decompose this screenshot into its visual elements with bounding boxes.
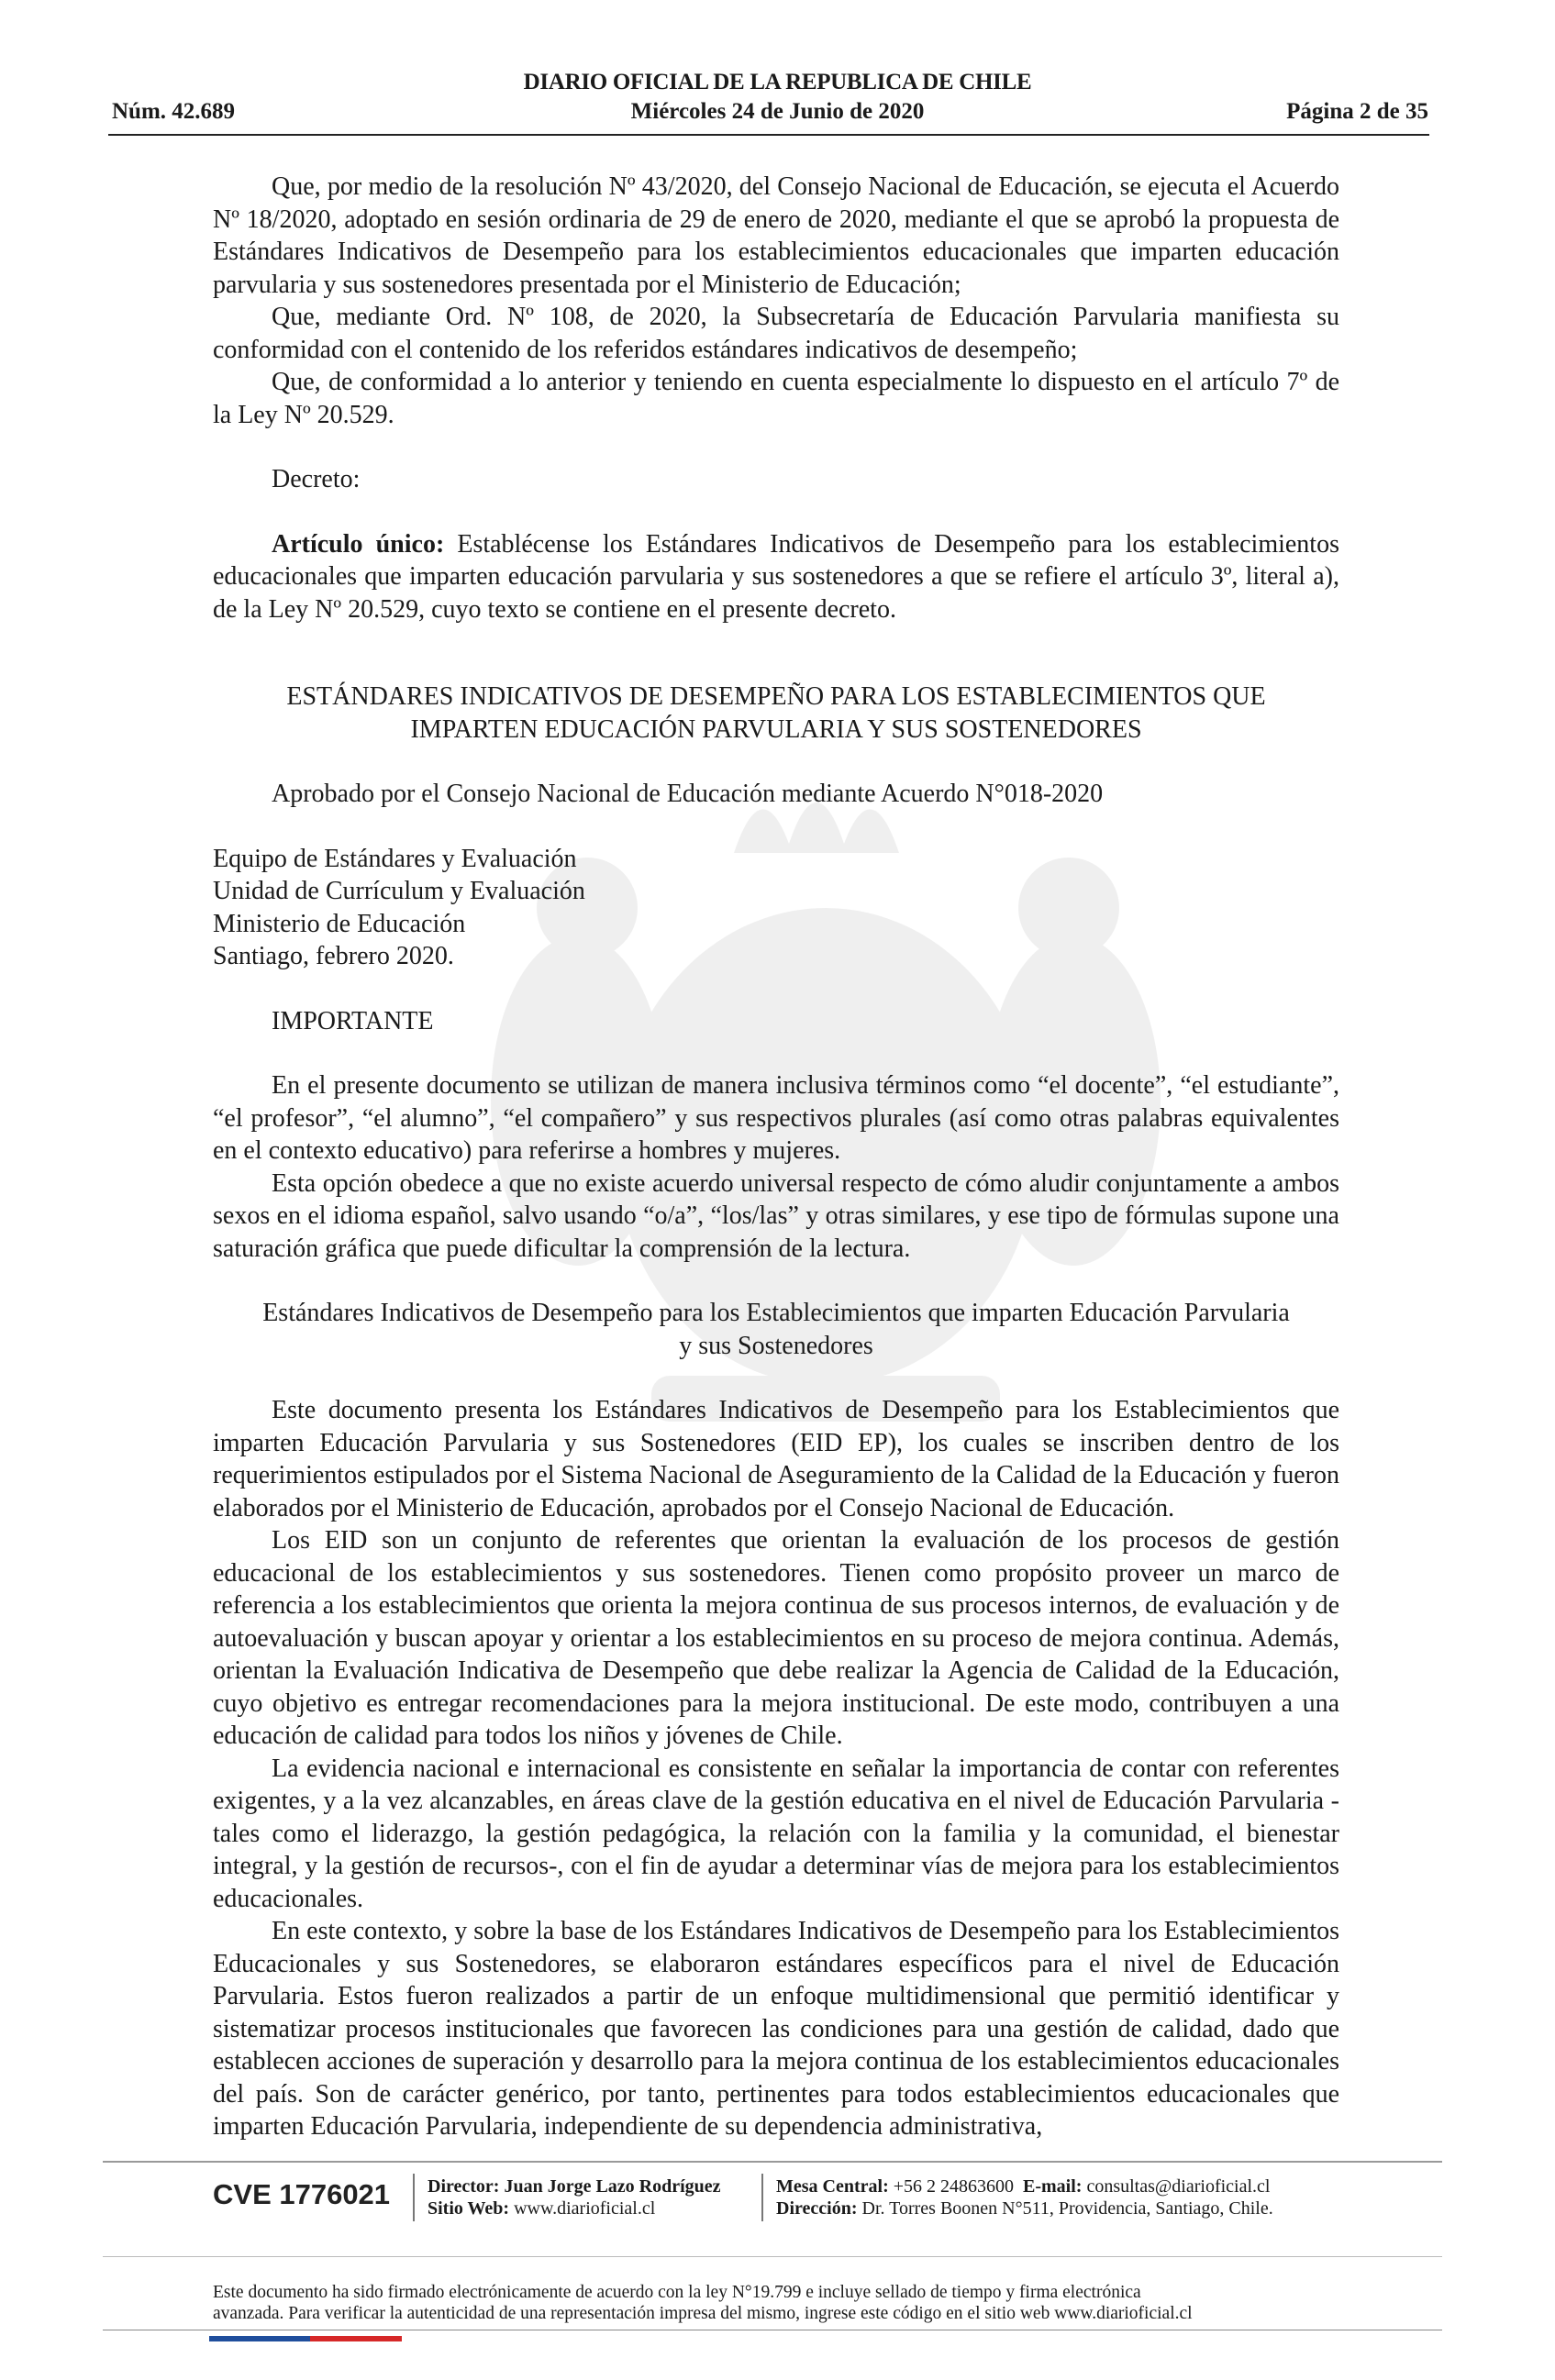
cve-code: CVE 1776021 [213, 2178, 391, 2210]
articulo-unico [213, 528, 1339, 626]
importante-heading: IMPORTANTE [272, 1006, 434, 1035]
sitio-value[interactable]: www.diarioficial.cl [514, 2198, 656, 2219]
issue-date: Miércoles 24 de Junio de 2020 [630, 99, 925, 124]
flag-stripe-red [310, 2336, 402, 2341]
issue-number: Núm. 42.689 [112, 99, 236, 124]
paragraph-evidencia: La evidencia nacional e internacional es consistente en señalar la importancia de contar con referentes exigentes, y a la vez alcanzables, en áreas clave de la gestión educativa en el nivel de Educación Parvularia -tales como el liderazgo, la gestión pedagógica, la relación con la familia y la comunidad, el bienestar integral, y la gestión de recursos-, con el fin de ayudar a determinar vías de mejora para los establecimientos educacionales. [213, 1754, 1339, 1913]
paragraph-eid: Los EID son un conjunto de referentes que orientan la evaluación de los procesos de gestión educacional de los establecimientos y sus sostenedores. Tienen como propósito proveer un marco de referencia a los establecimientos que orienta la mejora continua de sus procesos internos, de evaluación y de autoevaluación y buscan apoyar y orientar a los establecimientos en su proceso de mejora continua. Además, orientan la Evaluación Indicativa de Desempeño que debe realizar la Agencia de Calidad de la Educación, cuyo objetivo es entregar recomendaciones para la mejora institucional. De este modo, contribuyen a una educación de calidad para todos los niños y jóvenes de Chile. [213, 1526, 1339, 1750]
section-title-line-2: IMPARTEN EDUCACIÓN PARVULARIA Y SUS SOSTENEDORES [410, 714, 1142, 744]
org-line-1: Equipo de Estándares y Evaluación [213, 844, 577, 873]
director-name: Juan Jorge Lazo Rodríguez [504, 2176, 721, 2197]
paragraph-inclusivo: En el presente documento se utilizan de manera inclusiva términos como “el docente”, “el estudiante”, “el profesor”, “el alumno”, “el compañero” y sus respectivos plurales (así como otras palabras equivalentes en el contexto educativo) para referirse a hombres y mujeres. [213, 1071, 1339, 1165]
legal-notice [213, 2282, 1350, 2324]
footer-director-block [428, 2175, 721, 2219]
mesa-value: +56 2 24863600 [893, 2176, 1015, 2197]
articulo-label: Artículo único: [272, 529, 445, 559]
email-label: E-mail: [1023, 2176, 1083, 2197]
mesa-label: Mesa Central: [776, 2176, 889, 2197]
aprobado-line: Aprobado por el Consejo Nacional de Educación mediante Acuerdo N°018-2020 [272, 780, 1104, 808]
footer-separator-2 [761, 2174, 763, 2221]
footer-contact-block [776, 2175, 1273, 2219]
footer-separator-1 [413, 2174, 415, 2221]
paragraph-documento: Este documento presenta los Estándares Indicativos de Desempeño para los Establecimientos que imparten Educación Parvularia y sus Sostenedores (EID EP), los cuales se inscriben dentro de los requerimientos estipulados por el Sistema Nacional de Aseguramiento de la Calidad de la Educación y fueron elaborados por el Ministerio de Educación, aprobados por el Consejo Nacional de Educación. [213, 1396, 1339, 1522]
email-value[interactable]: consultas@diarioficial.cl [1086, 2176, 1271, 2197]
subtitle-line-1: Estándares Indicativos de Desempeño para los Establecimientos que imparten Educación Parvularia [262, 1299, 1290, 1327]
legal-line-2: avanzada. Para verificar la autenticidad de una representación impresa del mismo, ingrese este código en el sitio web www.diarioficial.cl [213, 2304, 1193, 2323]
articulo-text: Establécense los Estándares Indicativos de Desempeño para los establecimientos educacionales que imparten educación parvularia y sus sostenedores a que se refiere el artículo 3º, literal a), de la Ley Nº 20.529, cuyo texto se contiene en el presente decreto. [213, 529, 1339, 624]
legal-line-1: Este documento ha sido firmado electrónicamente de acuerdo con la ley N°19.799 e incluye sellado de tiempo y firma electrónica [213, 2283, 1141, 2302]
org-line-2: Unidad de Currículum y Evaluación [213, 877, 585, 905]
document-body [213, 171, 1339, 2143]
sitio-label: Sitio Web: [428, 2198, 510, 2219]
flag-stripe-blue [209, 2336, 310, 2341]
org-line-4: Santiago, febrero 2020. [213, 942, 454, 970]
section-title-line-1: ESTÁNDARES INDICATIVOS DE DESEMPEÑO PARA LOS ESTABLECIMIENTOS QUE [286, 682, 1266, 711]
paragraph-ord: Que, mediante Ord. Nº 108, de 2020, la Subsecretaría de Educación Parvularia manifiesta su conformidad con el contenido de los referidos estándares indicativos de desempeño; [213, 303, 1339, 364]
page-indicator: Página 2 de 35 [1286, 99, 1428, 124]
newspaper-title: DIARIO OFICIAL DE LA REPUBLICA DE CHILE [523, 70, 1032, 94]
director-label: Director: [428, 2176, 500, 2197]
direccion-value: Dr. Torres Boonen N°511, Providencia, Santiago, Chile. [861, 2198, 1273, 2219]
direccion-label: Dirección: [776, 2198, 858, 2219]
paragraph-opcion: Esta opción obedece a que no existe acuerdo universal respecto de cómo aludir conjuntamente a ambos sexos en el idioma español, salvo usando “o/a”, “los/las” y otras similares, y ese tipo de fórmulas supone una saturación gráfica que puede dificultar la comprensión de la lectura. [213, 1168, 1339, 1263]
paragraph-contexto: En este contexto, y sobre la base de los Estándares Indicativos de Desempeño para los Establecimientos Educacionales y sus Sostenedores, se elaboraron estándares específicos para el nivel de Educación Parvularia. Estos fueron realizados a partir de un enfoque multidimensional que permitió identificar y sistematizar procesos institucionales que favorecen las condiciones para una gestión de calidad, dado que establecen acciones de superación y desarrollo para la mejora continua de los establecimientos educacionales del país. Son de carácter genérico, por tanto, pertinentes para todos establecimientos educacionales que imparten Educación Parvularia, independiente de su dependencia administrativa, [213, 1917, 1339, 2141]
header-divider [108, 134, 1429, 136]
footer-mid-divider [103, 2256, 1442, 2257]
subtitle-line-2: y sus Sostenedores [679, 1331, 873, 1360]
paragraph-resolucion: Que, por medio de la resolución Nº 43/2020, del Consejo Nacional de Educación, se ejecuta el Acuerdo Nº 18/2020, adoptado en sesión ordinaria de 29 de enero de 2020, mediante el que se aprobó la propuesta de Estándares Indicativos de Desempeño para los establecimientos educacionales que imparten educación parvularia y sus sostenedores presentada por el Ministerio de Educación; [213, 172, 1339, 299]
paragraph-conformidad: Que, de conformidad a lo anterior y teniendo en cuenta especialmente lo dispuesto en el artículo 7º de la Ley Nº 20.529. [213, 368, 1339, 429]
footer-top-divider [103, 2161, 1442, 2163]
decreto-heading: Decreto: [272, 465, 361, 493]
org-line-3: Ministerio de Educación [213, 909, 466, 938]
